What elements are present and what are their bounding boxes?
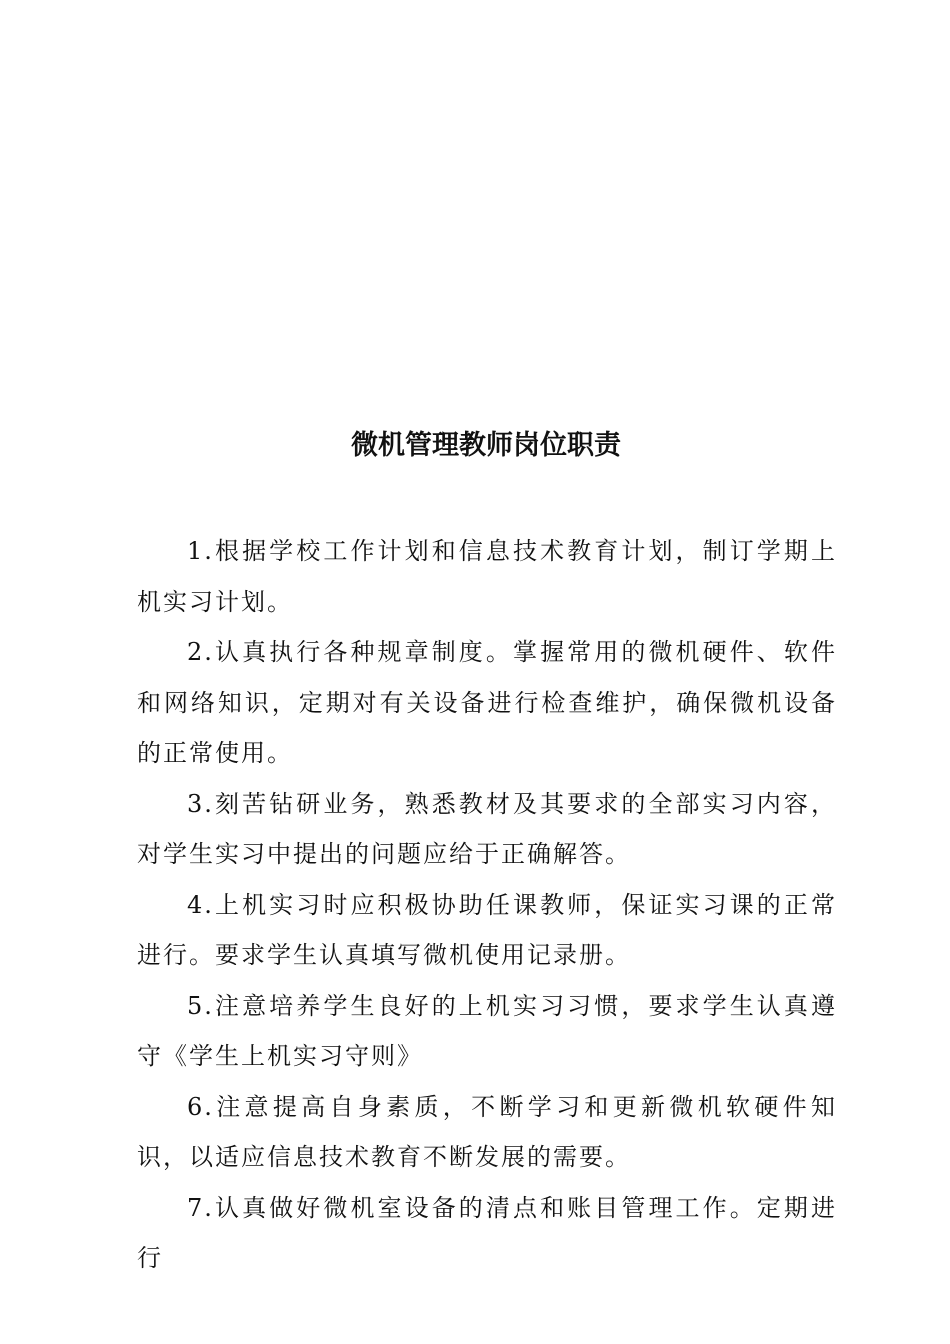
document-title: 微机管理教师岗位职责 bbox=[351, 430, 621, 461]
document-body bbox=[137, 526, 837, 1284]
duty-item-5: 5.注意培养学生良好的上机实习习惯，要求学生认真遵守《学生上机实习守则》 bbox=[137, 991, 837, 1070]
duty-item-4: 4.上机实习时应积极协助任课教师，保证实习课的正常进行。要求学生认真填写微机使用记录册。 bbox=[137, 890, 837, 969]
duty-item-7: 7.认真做好微机室设备的清点和账目管理工作。定期进行 bbox=[137, 1193, 837, 1272]
duty-item-1: 1.根据学校工作计划和信息技术教育计划，制订学期上机实习计划。 bbox=[137, 537, 837, 616]
duty-item-3: 3.刻苦钻研业务，熟悉教材及其要求的全部实习内容，对学生实习中提出的问题应给于正确解答。 bbox=[137, 789, 837, 868]
duty-item-6: 6.注意提高自身素质，不断学习和更新微机软硬件知识，以适应信息技术教育不断发展的需要。 bbox=[137, 1092, 837, 1171]
duty-item-2: 2.认真执行各种规章制度。掌握常用的微机硬件、软件和网络知识，定期对有关设备进行检查维护，确保微机设备的正常使用。 bbox=[137, 638, 837, 767]
